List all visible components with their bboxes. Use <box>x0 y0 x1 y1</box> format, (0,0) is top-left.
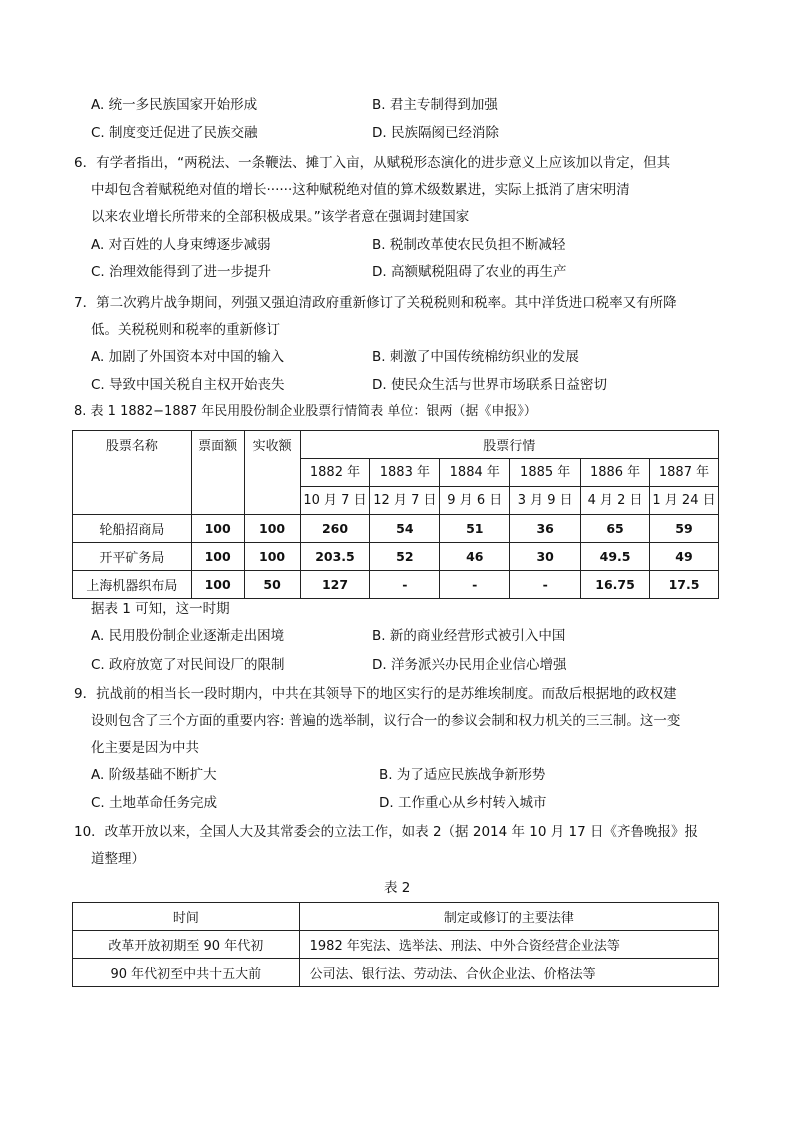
stock-name: 上海机器织布局 <box>73 571 192 599</box>
price-cell: 16.75 <box>581 571 650 599</box>
price-cell: 46 <box>440 543 510 571</box>
q10-stem-line2: 道整理） <box>91 851 145 867</box>
stock-name: 开平矿务局 <box>73 543 192 571</box>
face-value: 100 <box>191 543 244 571</box>
q6-option-c: C. 治理效能得到了进一步提升 <box>91 264 272 280</box>
q9-option-a: A. 阶级基础不断扩大 <box>91 767 217 783</box>
q6-option-d: D. 高额赋税阻碍了农业的再生产 <box>372 264 567 280</box>
time-cell: 改革开放初期至 90 年代初 <box>73 931 300 959</box>
q7-option-c: C. 导致中国关税自主权开始丧失 <box>91 377 285 393</box>
q6-stem-line1: 6．有学者指出，“两税法、一条鞭法、摊丁入亩，从赋税形态演化的进步意义上应该加以肯定，但其 <box>74 155 671 171</box>
stock-table <box>72 430 719 599</box>
q8-option-a: A. 民用股份制企业逐渐走出困境 <box>91 628 285 644</box>
price-cell: 260 <box>300 515 370 543</box>
price-cell: 65 <box>581 515 650 543</box>
q9-stem-line1: 9．抗战前的相当长一段时期内，中共在其领导下的地区实行的是苏维埃制度。而敌后根据地的政权建 <box>74 686 677 702</box>
paid-value: 50 <box>244 571 300 599</box>
q5-option-d: D. 民族隔阂已经消除 <box>372 125 499 141</box>
paid-value: 100 <box>244 515 300 543</box>
header-paid-value: 实收额 <box>244 431 300 515</box>
price-cell: 54 <box>370 515 440 543</box>
date-day: 4 月 2 日 <box>581 487 650 515</box>
price-cell: - <box>440 571 510 599</box>
q5-option-c: C. 制度变迁促进了民族交融 <box>91 125 258 141</box>
header-time: 时间 <box>73 903 300 931</box>
table-row <box>73 931 719 959</box>
price-cell: 52 <box>370 543 440 571</box>
price-cell: - <box>510 571 581 599</box>
date-year: 1887 年 <box>650 459 719 487</box>
paid-value: 100 <box>244 543 300 571</box>
price-cell: 49.5 <box>581 543 650 571</box>
date-day: 10 月 7 日 <box>300 487 370 515</box>
table2-caption: 表 2 <box>384 880 411 896</box>
q9-stem-line2: 设则包含了三个方面的重要内容: 普遍的选举制，议行合一的参议会制和权力机关的三三制。这一变 <box>91 713 681 729</box>
q7-option-d: D. 使民众生活与世界市场联系日益密切 <box>372 377 607 393</box>
price-cell: 203.5 <box>300 543 370 571</box>
q6-stem-line3: 以来农业增长所带来的全部积极成果。”该学者意在强调封建国家 <box>91 209 470 225</box>
q7-stem-line1: 7．第二次鸦片战争期间，列强又强迫清政府重新修订了关税税则和税率。其中洋货进口税率又有所降 <box>74 295 677 311</box>
q9-stem-line3: 化主要是因为中共 <box>91 740 199 756</box>
q7-stem-line2: 低。关税税则和税率的重新修订 <box>91 322 280 338</box>
header-laws: 制定或修订的主要法律 <box>299 903 718 931</box>
q8-option-c: C. 政府放宽了对民间设厂的限制 <box>91 657 285 673</box>
date-year: 1884 年 <box>440 459 510 487</box>
date-day: 9 月 6 日 <box>440 487 510 515</box>
table-row <box>73 571 719 599</box>
date-day: 3 月 9 日 <box>510 487 581 515</box>
q9-option-c: C. 土地革命任务完成 <box>91 795 218 811</box>
date-year: 1885 年 <box>510 459 581 487</box>
price-cell: 49 <box>650 543 719 571</box>
date-day: 12 月 7 日 <box>370 487 440 515</box>
date-year: 1883 年 <box>370 459 440 487</box>
laws-cell: 公司法、银行法、劳动法、合伙企业法、价格法等 <box>299 959 718 987</box>
q8-option-b: B. 新的商业经营形式被引入中国 <box>372 628 566 644</box>
price-cell: 127 <box>300 571 370 599</box>
stock-name: 轮船招商局 <box>73 515 192 543</box>
price-cell: 59 <box>650 515 719 543</box>
q8-after-table: 据表 1 可知，这一时期 <box>91 601 230 617</box>
q6-option-b: B. 税制改革使农民负担不断减轻 <box>372 237 566 253</box>
table-row <box>73 515 719 543</box>
q5-option-a: A. 统一多民族国家开始形成 <box>91 97 258 113</box>
laws-cell: 1982 年宪法、选举法、刑法、中外合资经营企业法等 <box>299 931 718 959</box>
q9-option-b: B. 为了适应民族战争新形势 <box>379 767 546 783</box>
header-face-value: 票面额 <box>191 431 244 515</box>
price-cell: 51 <box>440 515 510 543</box>
date-day: 1 月 24 日 <box>650 487 719 515</box>
q5-option-b: B. 君主专制得到加强 <box>372 97 498 113</box>
price-cell: 30 <box>510 543 581 571</box>
q6-option-a: A. 对百姓的人身束缚逐步减弱 <box>91 237 271 253</box>
face-value: 100 <box>191 571 244 599</box>
q10-stem-line1: 10．改革开放以来，全国人大及其常委会的立法工作，如表 2（据 2014 年 10 月 17 日《齐鲁晚报》报 <box>74 824 699 840</box>
header-market: 股票行情 <box>300 431 718 459</box>
table-row <box>73 959 719 987</box>
q6-stem-line2: 中却包含着赋税绝对值的增长······这种赋税绝对值的算术级数累进，实际上抵消了唐宋明清 <box>91 182 630 198</box>
date-year: 1882 年 <box>300 459 370 487</box>
header-stock-name: 股票名称 <box>73 431 192 515</box>
date-year: 1886 年 <box>581 459 650 487</box>
price-cell: - <box>370 571 440 599</box>
price-cell: 36 <box>510 515 581 543</box>
price-cell: 17.5 <box>650 571 719 599</box>
q9-option-d: D. 工作重心从乡村转入城市 <box>379 795 547 811</box>
q8-stem-line1: 8. 表 1 1882−1887 年民用股份制企业股票行情简表 单位：银两（据《申报》） <box>74 404 537 419</box>
time-cell: 90 年代初至中共十五大前 <box>73 959 300 987</box>
law-table <box>72 902 719 987</box>
q8-option-d: D. 洋务派兴办民用企业信心增强 <box>372 657 567 673</box>
q7-option-b: B. 刺激了中国传统棉纺织业的发展 <box>372 349 579 365</box>
q7-option-a: A. 加剧了外国资本对中国的输入 <box>91 349 285 365</box>
table-row <box>73 543 719 571</box>
face-value: 100 <box>191 515 244 543</box>
